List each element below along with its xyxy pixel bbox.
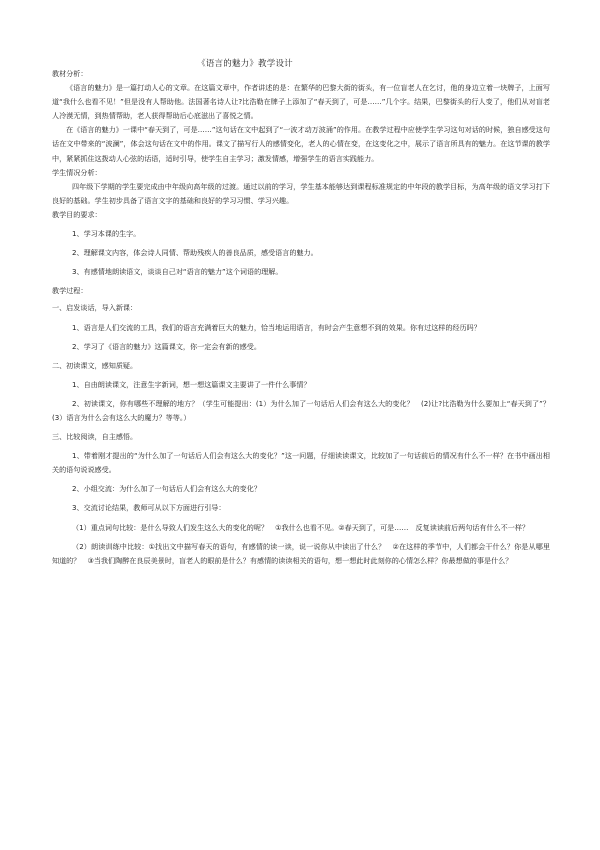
paragraph: 2、初读课文，你有哪些不理解的地方？（学生可能提出：(1）为什么加了一句话后人们会有这么大的变化？ (2)让?比浩勒为什么要加上“春天到了”？ (3）语言为什么会有这么大的魔力？等等。）	[52, 398, 558, 422]
document-body	[52, 67, 558, 568]
paragraph: 四年级下学期的学生要完成由中年级向高年级的过渡。通过以前的学习，学生基本能够达到课程标准规定的中年段的教学目标，为高年级的语文学习打下良好的基础。学生初步具备了语言文字的基础和良好的学习习惯、学习兴趣。	[52, 181, 550, 205]
paragraph: 3、交流讨论结果，教师可从以下方面进行引导：	[72, 503, 226, 513]
paragraph: 教材分析：	[52, 69, 88, 78]
paragraph: 1、语言是人们交流的工具，我们的语言充满着巨大的魅力，恰当地运用语言，有时会产生意想不到的效果。你有过这样的经历吗？	[72, 322, 481, 332]
document-title: 《语言的魅力》教学设计	[197, 59, 293, 69]
paragraph: 一、启发谈话，导入新课：	[52, 303, 138, 313]
paragraph: 1、学习本课的生字。	[72, 229, 141, 239]
paragraph: 2、小组交流：为什么加了一句话后人们会有这么大的变化？	[72, 484, 261, 494]
paragraph: 2、理解课文内容，体会诗人同情、帮助残疾人的善良品质，感受语言的魅力。	[72, 248, 318, 258]
paragraph: 学生情况分析：	[52, 167, 102, 177]
paragraph: （2）朗读训练中比较：①找出文中描写春天的语句，有感情的读一读，说一说你从中读出了什么？ ②在这样的季节中，人们都会干什么？你是从哪里知道的？ ③当我们陶醉在良辰美景时，盲老人的眼前是什么？有感情的读读相关的语句，想一想此时此刻你的心情怎么样？你最想做的事是什么？	[52, 541, 550, 565]
paragraph: 《语言的魅力》是一篇打动人心的文章。在这篇文章中，作者讲述的是：在繁华的巴黎大街的街头，有一位盲老人在乞讨，他的身边立着一块牌子，上面写道“我什么也看不见！”但是没有人帮助他。法国著名诗人让?比浩勒在牌子上添加了“春天到了，可是……”几个字。结果，巴黎街头的行人变了，他们从对盲老人冷漠无情，到热情帮助，老人获得帮助后心底滋出了喜悦之情。	[52, 83, 550, 121]
paragraph: 三、比较阅读，自主感悟。	[52, 432, 138, 442]
paragraph: 在《语言的魅力》一课中“春天到了，可是……”这句话在文中起到了“一波才动万波涌”的作用。在教学过程中应使学生学习这句对话的时候，独自感受这句话在文中带来的“波澜”，体会这句话在文中的作用。课文了描写行人的感情变化，老人的心情在变，在这变化之中，展示了语言所具有的魅力。在这节课的教学中，紧紧抓住这拨动人心弦的话语，适时引导，使学生自主学习；激发情感，增强学生的语言实践能力。	[52, 125, 550, 163]
paragraph: 教学过程：	[52, 286, 88, 296]
paragraph: 3、有感情地朗读语文，谈谈自己对“语言的魅力”这个词语的理解。	[72, 267, 283, 277]
paragraph: 1、带着刚才提出的“为什么加了一句话后人们会有这么大的变化？”这一问题，仔细读读课文，比较加了一句话前后的情况有什么不一样？在书中画出相关的语句说说感受。	[52, 451, 550, 475]
paragraph: 2、学习了《语言的魅力》这篇课文，你一定会有新的感受。	[72, 341, 261, 351]
paragraph: 教学目的要求：	[52, 209, 102, 219]
paragraph: （1）重点词句比较：是什么导致人们发生这么大的变化的呢？ ①我什么也看不见。②春天到了，可是…… 反复读读前后两句话有什么不一样？	[72, 522, 530, 532]
paragraph: 1、自由朗读课文，注意生字新词，想一想这篇课文主要讲了一件什么事情？	[72, 379, 311, 389]
paragraph: 二、初读课文，感知质疑。	[52, 360, 138, 370]
